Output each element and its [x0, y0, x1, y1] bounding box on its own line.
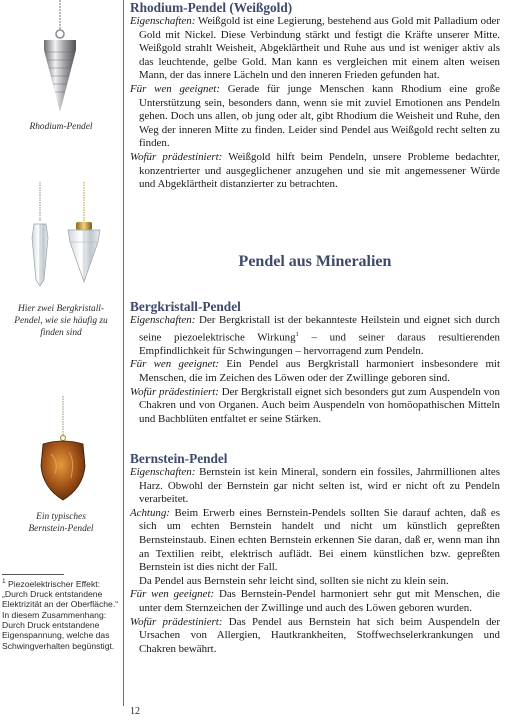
bernstein-pendulum-image [33, 396, 93, 504]
bernstein-eigenschaften-text: Bernstein ist kein Mineral, sondern ein fossiles, Jahrmillionen altes Harz. Obwohl der Bernstein gar nicht selten ist, wird er nicht oft zu Pendeln verarbeitet. [139, 466, 500, 506]
footnote-mark: 1 [2, 578, 6, 585]
rhodium-wofuer-text: Weißgold hilft beim Pendeln, unsere Probleme bedachter, konzentrierter und ausgeglichener anzugehen und sie mit angemessener Würde und Abgeklärtheit distanzierter zu betrachten. [139, 150, 500, 191]
rhodium-eigenschaften [130, 15, 500, 83]
label-wofuer: Wofür prädestiniert: [130, 385, 219, 398]
bernstein-wofuer-text: Das Pendel aus Bernstein hat sich beim Auspendeln der Ursachen von Allergien, Hautkrankheiten, Stoffwechselerkrankungen und Chakren bewährt. [139, 615, 500, 655]
rhodium-caption: Rhodium-Pendel [29, 122, 93, 132]
footnote-rule [2, 574, 64, 575]
bergkristall-eigenschaften-text: Der Bergkristall ist der bekannteste Heilstein und eignet sich durch seine piezoelektrische Wirkung [139, 314, 500, 344]
bergkristall-eigenschaften-text-2: – und seiner daraus resultierenden Empfindlichkeit für Schwingungen – hervorragend zum Pendeln. [139, 331, 501, 357]
bergkristall-wofuer [130, 386, 500, 427]
label-eigenschaften: Eigenschaften: [130, 15, 196, 27]
label-eigenschaften: Eigenschaften: [130, 466, 196, 478]
chapter-title-mineralien: Pendel aus Mineralien [238, 253, 392, 270]
bernstein-caption: Ein typisches Bernstein-Pendel [28, 512, 94, 534]
bergkristall-fuer-wen [130, 358, 500, 385]
label-fuer-wen: Für wen geeignet: [130, 358, 220, 371]
bergkristall-wofuer-text: Der Bergkristall eignet sich besonders gut zum Auspendeln von Chakren und von Organen. Auch beim Auspendeln von homöopathischen Mitteln und Bachblüten entfaltet er seine Stärken. [139, 385, 501, 425]
footnote-reference: 1 [295, 330, 299, 338]
section-rhodium [130, 0, 500, 192]
footnote-text: Piezoelektrischer Effekt: „Durch Druck entstandene Elektrizität an der Oberfläche.“ In diesem Zusammenhang: Durch Druck entstandene Eigenspannung, welche das Schwingverhalten begünstigt. [2, 578, 119, 651]
rhodium-pendulum-image [35, 0, 85, 118]
rhodium-wofuer [130, 151, 500, 192]
bernstein-achtung-text: Beim Erwerb eines Bernstein-Pendels sollten Sie darauf achten, daß es sich um echten Bernstein handelt und nicht um künstlich gepreßten Bernsteinstaub. Einen echten Bernstein erkennen Sie daran, daß er, wenn man ihn an Textilien reibt, elektrisch auflädt. Bei einem künstlichen bzw. gepreßten Bernstein ist dies nicht der Fall. [139, 506, 500, 574]
label-fuer-wen: Für wen geeignet: [130, 82, 220, 95]
bergkristall-caption: Hier zwei Bergkristall-Pendel, wie sie häufig zu finden sind [14, 304, 108, 338]
section-bergkristall [130, 299, 500, 426]
label-wofuer: Wofür prädestiniert: [130, 615, 223, 628]
section-title-rhodium: Rhodium-Pendel (Weißgold) [130, 0, 293, 15]
section-title-bernstein: Bernstein-Pendel [130, 451, 228, 466]
label-eigenschaften: Eigenschaften: [130, 314, 196, 326]
section-title-bergkristall: Bergkristall-Pendel [130, 299, 241, 314]
bernstein-hinweis: Da Pendel aus Bernstein sehr leicht sind, sollten sie nicht zu klein sein. [139, 574, 449, 587]
bernstein-achtung [130, 507, 500, 575]
label-fuer-wen: Für wen geeignet: [130, 588, 215, 601]
bergkristall-pendulum-image [18, 182, 108, 292]
rhodium-fuer-wen-text: Gerade für junge Menschen kann Rhodium eine große Unterstützung sein, besonders dann, wenn sie mit zuviel Emotionen ans Pendeln gehen. Doch uns allen, ob jung oder alt, gibt Rhodium die Weisheit und Ruhe, den Weg der inneren Mitte zu finden. Leider sind Pendel aus Weißgold recht selten zu finden. [139, 82, 500, 150]
bernstein-eigenschaften [130, 466, 500, 507]
label-achtung: Achtung: [130, 506, 170, 519]
sidebar-divider [123, 0, 124, 706]
bernstein-fuer-wen-text: Das Bernstein-Pendel harmoniert sehr gut mit Menschen, die unter dem Sternzeichen der Zwillinge und auch des Löwen geboren wurden. [139, 588, 501, 614]
bernstein-wofuer [130, 616, 500, 657]
label-wofuer: Wofür prädestiniert: [130, 150, 223, 163]
section-bernstein [130, 451, 500, 656]
bergkristall-eigenschaften [130, 314, 500, 358]
bergkristall-fuer-wen-text: Ein Pendel aus Bergkristall harmoniert insbesondere mit Menschen, die im Zeichen des Löwen oder der Zwillinge geboren sind. [139, 358, 500, 384]
page-number: 12 [130, 706, 140, 717]
rhodium-fuer-wen [130, 83, 500, 151]
rhodium-eigenschaften-text: Weißgold ist eine Legierung, bestehend aus Gold mit Palladium oder Gold mit Nickel. Diese Verbindung stärkt und festigt die Kräfte unserer Mitte. Weißgold strahlt Weisheit, Abgeklärtheit und Ruhe aus und ist weniger aktiv als das leuchtende, gelbe Gold. Man kann es vergleichen mit einem alten weisen Mann, der das innere Lächeln und den inneren Frieden gefunden hat. [139, 15, 500, 82]
footnote [2, 577, 120, 651]
bernstein-fuer-wen [130, 588, 500, 615]
